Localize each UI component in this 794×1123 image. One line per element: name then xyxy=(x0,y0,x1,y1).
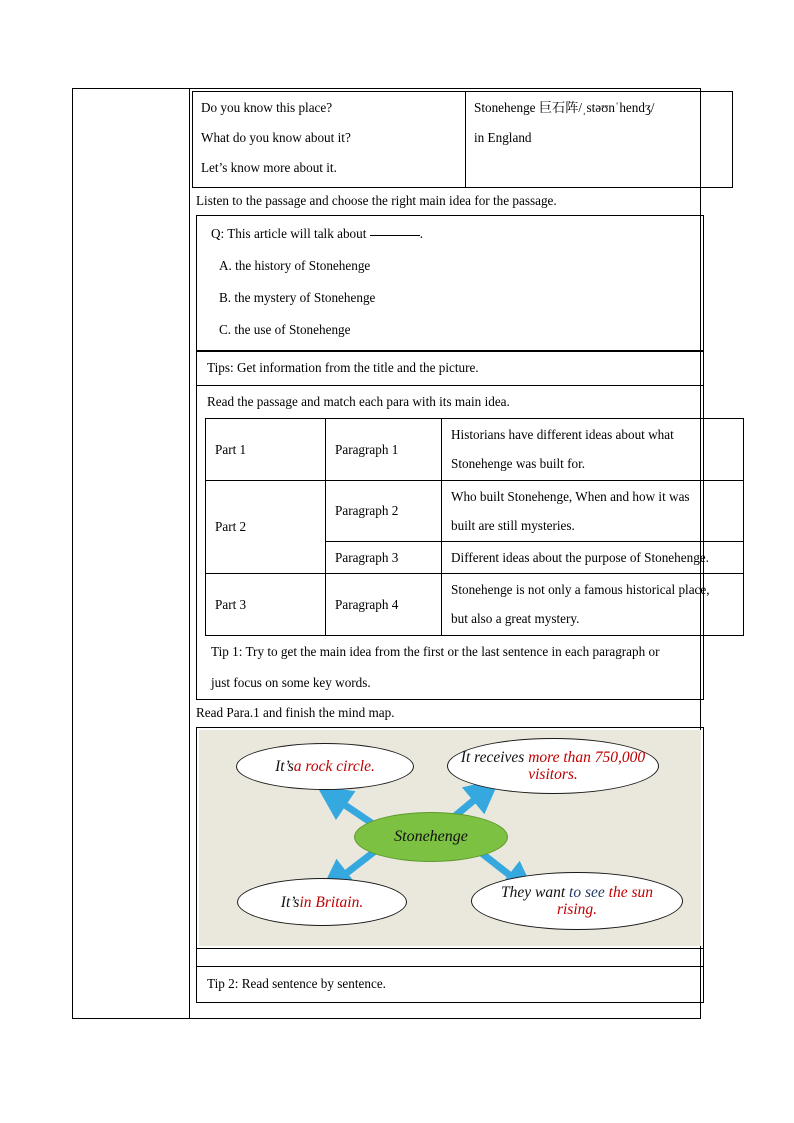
mindmap-node-bottom-right xyxy=(471,872,683,930)
question-stem-text: Q: This article will talk about xyxy=(211,226,367,242)
option-a[interactable]: A. the history of Stonehenge xyxy=(219,258,371,274)
intro-questions-cell xyxy=(193,92,466,188)
mindmap-node-top-right xyxy=(447,738,659,794)
mindmap-center-node: Stonehenge xyxy=(354,812,508,862)
idea-line: Different ideas about the purpose of Stonehenge. xyxy=(451,549,709,565)
node-text-red: in Britain. xyxy=(299,893,364,911)
idea-line: Who built Stonehenge, When and how it was xyxy=(451,488,690,504)
idea-cell-3 xyxy=(442,541,744,573)
tip-2-row: Tip 2: Read sentence by sentence. xyxy=(196,967,704,1003)
stonehenge-location: in England xyxy=(474,130,532,146)
mindmap-node-bottom-left xyxy=(237,878,407,926)
idea-line: built are still mysteries. xyxy=(451,517,575,533)
idea-line: Historians have different ideas about what xyxy=(451,427,674,443)
idea-line: Stonehenge is not only a famous historical place, xyxy=(451,582,710,598)
option-b[interactable]: B. the mystery of Stonehenge xyxy=(219,290,376,306)
lesson-plan-table xyxy=(72,88,710,1019)
intro-answer-cell xyxy=(466,92,733,188)
tip-1-block xyxy=(197,636,703,699)
intro-table xyxy=(192,91,733,188)
idea-cell-4 xyxy=(442,574,744,635)
content-column xyxy=(190,89,710,1019)
node-text-black: They want xyxy=(501,884,570,902)
answer-blank[interactable] xyxy=(370,235,420,236)
node-text-red: the sun rising. xyxy=(556,884,653,919)
listen-instruction: Listen to the passage and choose the right main idea for the passage. xyxy=(196,192,557,208)
idea-line: Stonehenge was built for. xyxy=(451,456,586,472)
intro-question-3: Let’s know more about it. xyxy=(201,160,337,176)
idea-cell-1 xyxy=(442,419,744,480)
listening-question-box xyxy=(196,215,704,351)
part-cell-3: Part 3 xyxy=(206,574,326,635)
node-text-red: a rock circle. xyxy=(293,758,375,776)
table-row xyxy=(206,574,744,635)
left-empty-column xyxy=(73,89,190,1019)
read-passage-section xyxy=(196,386,710,700)
node-text-blue: to see xyxy=(569,884,609,902)
node-text-black: It receives xyxy=(460,749,529,767)
part-cell-1: Part 1 xyxy=(206,419,326,480)
intro-question-1: Do you know this place? xyxy=(201,100,333,115)
mindmap-instruction: Read Para.1 and finish the mind map. xyxy=(196,704,395,720)
tips-bar: Tips: Get information from the title and the picture. xyxy=(196,351,704,386)
option-c[interactable]: C. the use of Stonehenge xyxy=(219,322,351,338)
paragraph-cell-2: Paragraph 2 xyxy=(326,480,442,541)
tip-1-line-2: just focus on some key words. xyxy=(211,674,371,690)
paragraph-cell-1: Paragraph 1 xyxy=(326,419,442,480)
mindmap-diagram xyxy=(199,730,701,946)
paragraph-cell-4: Paragraph 4 xyxy=(326,574,442,635)
node-text-black: It’s xyxy=(275,758,294,776)
stonehenge-phonetic: Stonehenge 巨石阵/ˌstəʊnˈhendʒ/ xyxy=(474,100,655,115)
table-row xyxy=(206,419,744,480)
mindmap-spacer-row xyxy=(196,949,704,967)
mindmap-node-top-left xyxy=(236,743,414,790)
tip-1-line-1: Tip 1: Try to get the main idea from the first or the last sentence in each paragraph or xyxy=(211,643,660,659)
intro-question-2: What do you know about it? xyxy=(201,130,351,146)
paragraph-match-table xyxy=(205,418,744,635)
paragraph-cell-3: Paragraph 3 xyxy=(326,541,442,573)
idea-line: but also a great mystery. xyxy=(451,611,580,627)
node-text-red: more than 750,000 visitors. xyxy=(528,749,646,784)
table-row xyxy=(206,480,744,541)
question-stem-period: . xyxy=(419,226,424,242)
question-stem xyxy=(197,226,703,242)
node-text-black: It’s xyxy=(280,893,300,911)
part-cell-2: Part 2 xyxy=(206,480,326,574)
read-instruction: Read the passage and match each para with its main idea. xyxy=(207,394,510,410)
mindmap-cell xyxy=(196,727,704,949)
idea-cell-2 xyxy=(442,480,744,541)
